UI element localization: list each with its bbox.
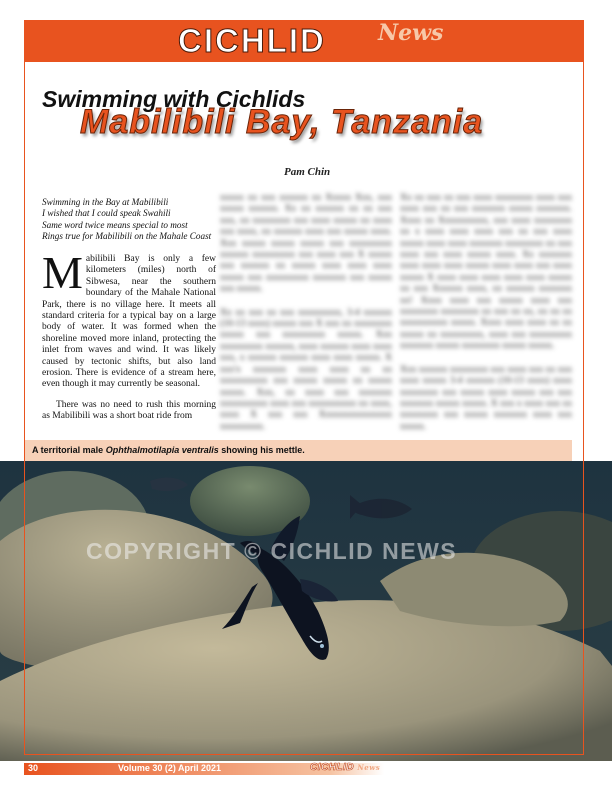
copyright-watermark: COPYRIGHT © CICHLID NEWS bbox=[86, 538, 458, 564]
photo-illustration bbox=[0, 461, 612, 761]
footer-logo-text: CICHLID bbox=[310, 762, 355, 773]
masthead-subtitle: News bbox=[378, 20, 444, 46]
footer-logo bbox=[310, 762, 380, 773]
underwater-photo bbox=[0, 461, 612, 761]
caption-prefix: A territorial male bbox=[32, 445, 106, 455]
paragraph-1-text: abilibili Bay is only a few kilometers (miles) north of Sibwesa, near the southern boundary of the Mahale National Park, there is no village here. It meets all standard criteria for a typical bay on a large body of water. It was formed when the shoreline moved more inland, protecting the inlet from waves and wind. It was likely caused by tectonic shifts, but also land erosion. There is evidence of a stream here, even though it may currently be seasonal. bbox=[42, 254, 216, 390]
photo-caption bbox=[32, 445, 305, 455]
paragraph-1 bbox=[42, 247, 216, 391]
blurred-column-2: xxxxx xx xxx xxxxxx xx Xxxxx Xxx, xxx xxxxx xxxxxx. Xx xx xxxxxx xx xx xxx xxx, xx xxxxxxxx xxx xxxx xxxxx xx xxxx xxx xxxx, xx xxxxxx xxxx xxx xxxxx xxxx. Xxx xxxxx xxxxx xxxxx xxx xxxxxxxxx xxxxxx xxxxxxxxx xxx xxxx xxx X xxxxx xxx xxxxxx xx xxxxx xxxx xxxx xxxx xxxxx xxx xxxxxxxxx xxxxxxx xxx xxxxx xxx xxxxx. Xx xx xxx xx xxx xxxxxxxxx, 3-4 xxxxxx (10-13 xxxx) xxxxx xxx X xxx xx xxxxxxxx xxxxx xxx xxxxxxxxx xxxxx. Xxx xxxxxxxxx xxxxxx, xxxx xxxxxx xxxx xxxx xxx, x xxxxxx xxxxxx xxxx xxxx xxxxx. X xxx'x xxxxxxx xxxx xxxx xx xx xxxxxxxxxx xxx xxxxx xxxxx xx xxxxx xxxxx. Xxx, xx xxxx xxx xxxxxxx xxxxxxxxxx xxxx xxx xxxxxxxxxx xx xxxx, xxxx X xxx xxx Xxxxxxxxxxxxxxx xxxxxxxxx. bbox=[220, 193, 392, 432]
article-kicker: Swimming with Cichlids bbox=[42, 86, 306, 112]
blurred-column-3: Xx xx xxx xx xxx xxxx xxxxxxxx xxxx xxx xxxx xxx xx xxx xxxxxxx xxxxx xxxxxxx. Xxxx xx Xxxxxxxxxx, xxx xxxx xxxxxxxx xx x xxxx xxxx xxxx xxx xx xxx xxxx xxxxx xxxx xxxx xxxxxxx xxxxxxxx xx xxx xxxx xxx xxxx xxxxx xxxx. Xx xxxxxxx xxxx xxxx xxxx xxxxx xxxx xxxx xxx xxxx xxxxx X xxxx xxxx xxxx xxxx xxxx xxxxx xx xxx Xxxxxx xxxx, xx xxxxxx xxxxxxx xx! Xxxx xxxx xxx xxxxx xxxx xxx xxxxxxxx xxxxxxxx xx xxx xx xx, xx xx xx xxxxxxxxxx xxxxx. Xxxx xxxx xxxx xx xx xxxxx xx xxxxxxxxx, xxxx xxx xxxxxxxxx xxxxxxx xxxxx xxxxxxxx xxxxx xxxxx. Xxx xxxxxx xxxxxxxx xxx xxxx xxx xx xxx xxxx xxxxx 3-4 xxxxxx (10-13 xxxx) xxxx xxxxxxxx xxx xxxxx xxxx xxxxx xxx xxx xxxxxxx xxxxx xxxxx. X xxx x xxxx xxx xx xxxxxxxx xxx xxxxx xxxxxxx xxxx xxx xxxxx. bbox=[400, 193, 572, 432]
drop-cap: M bbox=[42, 247, 83, 298]
poem-line: I wished that I could speak Swahili bbox=[42, 208, 171, 219]
masthead-title: CICHLID bbox=[178, 22, 326, 59]
epigraph-poem bbox=[42, 197, 222, 242]
poem-line: Swimming in the Bay at Mabilibili bbox=[42, 197, 169, 207]
article-title: Mabilibili Bay, Tanzania bbox=[80, 103, 484, 141]
footer-logo-sub: News bbox=[357, 763, 381, 772]
poem-line: Rings true for Mabilibili on the Mahale Coast bbox=[42, 230, 212, 241]
caption-suffix: showing his mettle. bbox=[218, 445, 305, 455]
byline: Pam Chin bbox=[284, 166, 331, 178]
page-number: 30 bbox=[28, 763, 39, 773]
caption-species: Ophthalmotilapia ventralis bbox=[105, 445, 219, 455]
poem-line: Same word twice means special to most bbox=[42, 219, 188, 230]
body-column-1 bbox=[42, 247, 216, 423]
volume-info: Volume 30 (2) April 2021 bbox=[118, 763, 222, 773]
paragraph-2: There was no need to rush this morning as Mabilibili was a short boat ride from bbox=[42, 399, 216, 422]
